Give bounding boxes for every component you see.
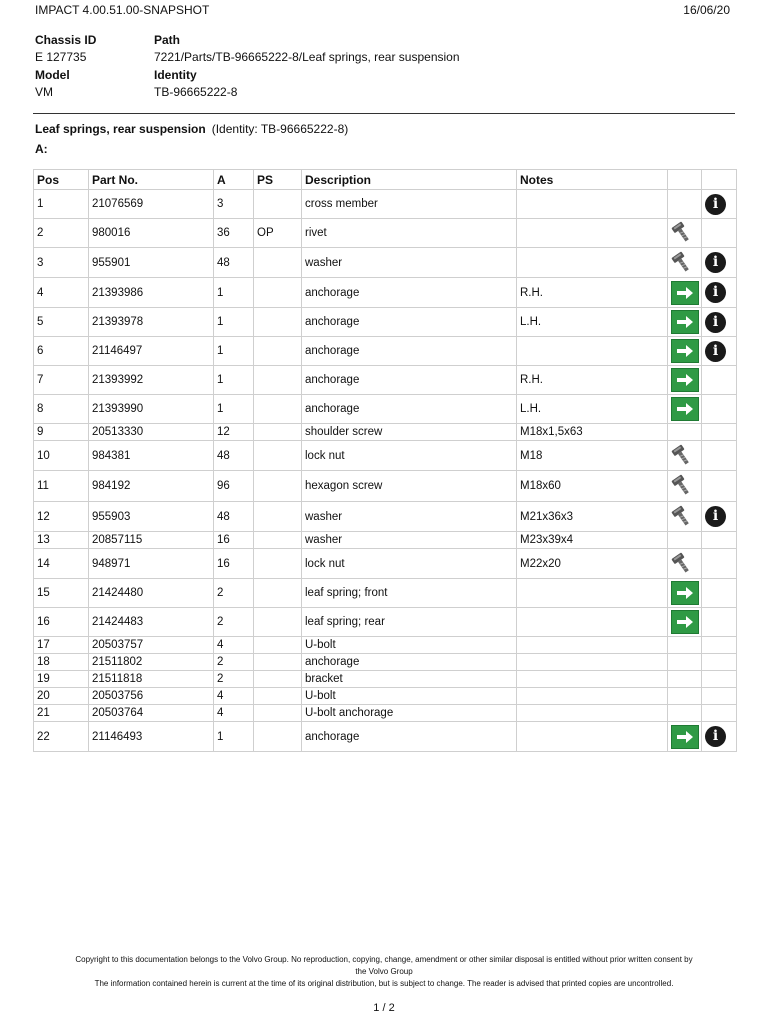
cell-ps bbox=[254, 308, 302, 337]
cell-info bbox=[702, 705, 737, 722]
col-pos: Pos bbox=[34, 170, 89, 190]
bolt-icon[interactable] bbox=[671, 552, 693, 576]
col-part-no: Part No. bbox=[89, 170, 214, 190]
table-row bbox=[34, 308, 737, 337]
cell-info bbox=[702, 366, 737, 395]
cell-part-no: 984381 bbox=[89, 441, 214, 471]
table-row bbox=[34, 637, 737, 654]
cell-a: 4 bbox=[214, 688, 254, 705]
cell-a: 48 bbox=[214, 441, 254, 471]
table-row bbox=[34, 424, 737, 441]
cell-info bbox=[702, 471, 737, 502]
table-row bbox=[34, 608, 737, 637]
cell-part-no: 21393992 bbox=[89, 366, 214, 395]
cell-description: leaf spring; front bbox=[302, 579, 517, 608]
bolt-icon[interactable] bbox=[671, 444, 693, 468]
cell-pos: 11 bbox=[34, 471, 89, 502]
cell-description: washer bbox=[302, 532, 517, 549]
cell-part-no: 21146493 bbox=[89, 722, 214, 752]
cell-ps bbox=[254, 688, 302, 705]
cell-notes: M22x20 bbox=[517, 549, 668, 579]
table-row bbox=[34, 337, 737, 366]
cell-ps bbox=[254, 705, 302, 722]
cell-ps bbox=[254, 532, 302, 549]
cell-info bbox=[702, 248, 737, 278]
cell-description: anchorage bbox=[302, 654, 517, 671]
table-row bbox=[34, 654, 737, 671]
cell-pos: 6 bbox=[34, 337, 89, 366]
cell-a: 2 bbox=[214, 579, 254, 608]
cell-ps bbox=[254, 366, 302, 395]
cell-notes: M23x39x4 bbox=[517, 532, 668, 549]
cell-pos: 19 bbox=[34, 671, 89, 688]
cell-info bbox=[702, 337, 737, 366]
cell-a: 2 bbox=[214, 608, 254, 637]
table-row bbox=[34, 549, 737, 579]
cell-part-no: 21424483 bbox=[89, 608, 214, 637]
section-identity: (Identity: TB-96665222-8) bbox=[211, 122, 349, 136]
section-title: Leaf springs, rear suspension bbox=[35, 122, 206, 136]
cell-action bbox=[668, 366, 702, 395]
arrow-right-icon[interactable] bbox=[671, 339, 699, 363]
cell-info bbox=[702, 722, 737, 752]
cell-pos: 4 bbox=[34, 278, 89, 308]
cell-a: 1 bbox=[214, 366, 254, 395]
cell-action bbox=[668, 608, 702, 637]
cell-notes: M18 bbox=[517, 441, 668, 471]
bolt-icon[interactable] bbox=[671, 474, 693, 498]
cell-part-no: 21393986 bbox=[89, 278, 214, 308]
cell-ps bbox=[254, 722, 302, 752]
table-row bbox=[34, 441, 737, 471]
cell-description: shoulder screw bbox=[302, 424, 517, 441]
table-row bbox=[34, 671, 737, 688]
cell-ps bbox=[254, 671, 302, 688]
table-row bbox=[34, 219, 737, 248]
cell-description: anchorage bbox=[302, 366, 517, 395]
cell-a: 48 bbox=[214, 248, 254, 278]
cell-part-no: 984192 bbox=[89, 471, 214, 502]
cell-pos: 16 bbox=[34, 608, 89, 637]
cell-pos: 7 bbox=[34, 366, 89, 395]
cell-info bbox=[702, 308, 737, 337]
cell-notes: R.H. bbox=[517, 366, 668, 395]
cell-action bbox=[668, 278, 702, 308]
cell-info bbox=[702, 441, 737, 471]
cell-action bbox=[668, 424, 702, 441]
cell-description: hexagon screw bbox=[302, 471, 517, 502]
cell-part-no: 21511818 bbox=[89, 671, 214, 688]
cell-action bbox=[668, 337, 702, 366]
cell-notes bbox=[517, 248, 668, 278]
bolt-icon[interactable] bbox=[671, 251, 693, 275]
parts-table bbox=[33, 169, 737, 752]
cell-description: leaf spring; rear bbox=[302, 608, 517, 637]
cell-notes bbox=[517, 654, 668, 671]
cell-a: 16 bbox=[214, 549, 254, 579]
path-value: 7221/Parts/TB-96665222-8/Leaf springs, rear suspension bbox=[154, 50, 460, 64]
cell-action bbox=[668, 219, 702, 248]
cell-action bbox=[668, 308, 702, 337]
cell-info bbox=[702, 219, 737, 248]
cell-ps: OP bbox=[254, 219, 302, 248]
identity-value: TB-96665222-8 bbox=[154, 85, 238, 99]
header-divider bbox=[33, 113, 735, 114]
col-a: A bbox=[214, 170, 254, 190]
cell-part-no: 955901 bbox=[89, 248, 214, 278]
table-row bbox=[34, 722, 737, 752]
cell-pos: 14 bbox=[34, 549, 89, 579]
cell-info bbox=[702, 671, 737, 688]
cell-pos: 8 bbox=[34, 395, 89, 424]
cell-notes bbox=[517, 705, 668, 722]
cell-a: 16 bbox=[214, 532, 254, 549]
cell-action bbox=[668, 579, 702, 608]
cell-notes: R.H. bbox=[517, 278, 668, 308]
cell-notes: M18x60 bbox=[517, 471, 668, 502]
info-icon[interactable]: i bbox=[705, 341, 726, 362]
cell-notes bbox=[517, 671, 668, 688]
cell-description: anchorage bbox=[302, 278, 517, 308]
table-row bbox=[34, 366, 737, 395]
cell-description: bracket bbox=[302, 671, 517, 688]
cell-a: 36 bbox=[214, 219, 254, 248]
cell-info bbox=[702, 395, 737, 424]
cell-ps bbox=[254, 637, 302, 654]
cell-notes bbox=[517, 608, 668, 637]
col-ps: PS bbox=[254, 170, 302, 190]
cell-a: 1 bbox=[214, 337, 254, 366]
col-description: Description bbox=[302, 170, 517, 190]
cell-description: U-bolt bbox=[302, 688, 517, 705]
cell-part-no: 21393978 bbox=[89, 308, 214, 337]
cell-action bbox=[668, 532, 702, 549]
print-date: 16/06/20 bbox=[683, 3, 730, 17]
cell-notes bbox=[517, 579, 668, 608]
page-number: 1 / 2 bbox=[373, 1002, 395, 1014]
cell-description: anchorage bbox=[302, 337, 517, 366]
cell-info bbox=[702, 532, 737, 549]
info-icon[interactable]: i bbox=[705, 252, 726, 273]
cell-description: washer bbox=[302, 502, 517, 532]
section-heading bbox=[35, 122, 348, 136]
cell-part-no: 21511802 bbox=[89, 654, 214, 671]
table-row bbox=[34, 579, 737, 608]
cell-part-no: 955903 bbox=[89, 502, 214, 532]
cell-a: 1 bbox=[214, 395, 254, 424]
model-label: Model bbox=[35, 68, 70, 82]
cell-pos: 17 bbox=[34, 637, 89, 654]
cell-description: washer bbox=[302, 248, 517, 278]
cell-a: 4 bbox=[214, 637, 254, 654]
cell-info bbox=[702, 608, 737, 637]
cell-description: U-bolt bbox=[302, 637, 517, 654]
arrow-right-icon[interactable] bbox=[671, 310, 699, 334]
cell-info bbox=[702, 278, 737, 308]
cell-info bbox=[702, 579, 737, 608]
chassis-id-value: E 127735 bbox=[35, 50, 87, 64]
path-label: Path bbox=[154, 33, 181, 47]
cell-ps bbox=[254, 608, 302, 637]
cell-notes bbox=[517, 637, 668, 654]
section-a-label: A: bbox=[35, 142, 48, 156]
info-icon[interactable]: i bbox=[705, 282, 726, 303]
model-value: VM bbox=[35, 85, 53, 99]
cell-part-no: 948971 bbox=[89, 549, 214, 579]
info-icon[interactable]: i bbox=[705, 506, 726, 527]
app-version-title: IMPACT 4.00.51.00-SNAPSHOT bbox=[35, 3, 210, 17]
cell-action bbox=[668, 549, 702, 579]
cell-ps bbox=[254, 471, 302, 502]
cell-notes: L.H. bbox=[517, 308, 668, 337]
bolt-icon[interactable] bbox=[671, 221, 693, 245]
cell-part-no: 20503756 bbox=[89, 688, 214, 705]
cell-ps bbox=[254, 337, 302, 366]
cell-pos: 20 bbox=[34, 688, 89, 705]
cell-part-no: 21393990 bbox=[89, 395, 214, 424]
cell-action bbox=[668, 502, 702, 532]
cell-ps bbox=[254, 502, 302, 532]
bolt-icon[interactable] bbox=[671, 505, 693, 529]
cell-a: 96 bbox=[214, 471, 254, 502]
cell-description: U-bolt anchorage bbox=[302, 705, 517, 722]
table-row bbox=[34, 502, 737, 532]
cell-ps bbox=[254, 395, 302, 424]
cell-info bbox=[702, 424, 737, 441]
cell-pos: 9 bbox=[34, 424, 89, 441]
cell-info bbox=[702, 637, 737, 654]
footer-copyright bbox=[20, 954, 748, 990]
cell-part-no: 20503764 bbox=[89, 705, 214, 722]
cell-notes bbox=[517, 219, 668, 248]
cell-notes: M18x1,5x63 bbox=[517, 424, 668, 441]
cell-part-no: 21146497 bbox=[89, 337, 214, 366]
cell-notes: M21x36x3 bbox=[517, 502, 668, 532]
cell-pos: 21 bbox=[34, 705, 89, 722]
cell-description: anchorage bbox=[302, 308, 517, 337]
cell-action bbox=[668, 637, 702, 654]
arrow-right-icon[interactable] bbox=[671, 281, 699, 305]
cell-pos: 15 bbox=[34, 579, 89, 608]
cell-ps bbox=[254, 549, 302, 579]
cell-ps bbox=[254, 579, 302, 608]
identity-label: Identity bbox=[154, 68, 197, 82]
table-row bbox=[34, 395, 737, 424]
cell-a: 2 bbox=[214, 654, 254, 671]
cell-action bbox=[668, 688, 702, 705]
cell-pos: 10 bbox=[34, 441, 89, 471]
cell-info bbox=[702, 688, 737, 705]
cell-a: 1 bbox=[214, 278, 254, 308]
cell-a: 4 bbox=[214, 705, 254, 722]
cell-action bbox=[668, 395, 702, 424]
col-info bbox=[702, 170, 737, 190]
cell-action bbox=[668, 248, 702, 278]
cell-ps bbox=[254, 278, 302, 308]
cell-a: 1 bbox=[214, 308, 254, 337]
cell-description: anchorage bbox=[302, 395, 517, 424]
cell-notes bbox=[517, 337, 668, 366]
cell-info bbox=[702, 654, 737, 671]
cell-notes: L.H. bbox=[517, 395, 668, 424]
arrow-right-icon[interactable] bbox=[671, 397, 699, 421]
info-icon[interactable]: i bbox=[705, 726, 726, 747]
cell-ps bbox=[254, 654, 302, 671]
cell-pos: 12 bbox=[34, 502, 89, 532]
arrow-right-icon[interactable] bbox=[671, 725, 699, 749]
col-notes: Notes bbox=[517, 170, 668, 190]
cell-action bbox=[668, 671, 702, 688]
table-row bbox=[34, 705, 737, 722]
table-row bbox=[34, 278, 737, 308]
cell-a: 48 bbox=[214, 502, 254, 532]
footer-line-1: Copyright to this documentation belongs to the Volvo Group. No reproduction, copying, change, amendment or other similar disposal is entitled without prior written consent by bbox=[75, 955, 693, 964]
cell-notes bbox=[517, 722, 668, 752]
table-row bbox=[34, 248, 737, 278]
table-row bbox=[34, 471, 737, 502]
info-icon[interactable]: i bbox=[705, 312, 726, 333]
table-row bbox=[34, 688, 737, 705]
cell-part-no: 21076569 bbox=[89, 190, 214, 219]
cell-ps bbox=[254, 190, 302, 219]
cell-info bbox=[702, 502, 737, 532]
cell-action bbox=[668, 441, 702, 471]
cell-action bbox=[668, 722, 702, 752]
cell-description: rivet bbox=[302, 219, 517, 248]
cell-action bbox=[668, 705, 702, 722]
cell-a: 2 bbox=[214, 671, 254, 688]
footer-line-3: The information contained herein is current at the time of its original distribution, but is subject to change. The reader is advised that printed copies are uncontrolled. bbox=[94, 979, 674, 988]
table-row bbox=[34, 190, 737, 219]
cell-notes bbox=[517, 190, 668, 219]
cell-part-no: 20857115 bbox=[89, 532, 214, 549]
cell-description: lock nut bbox=[302, 441, 517, 471]
cell-info bbox=[702, 549, 737, 579]
info-icon[interactable]: i bbox=[705, 194, 726, 215]
chassis-id-label: Chassis ID bbox=[35, 33, 97, 47]
cell-part-no: 21424480 bbox=[89, 579, 214, 608]
cell-action bbox=[668, 471, 702, 502]
cell-a: 3 bbox=[214, 190, 254, 219]
col-action bbox=[668, 170, 702, 190]
cell-pos: 3 bbox=[34, 248, 89, 278]
cell-a: 12 bbox=[214, 424, 254, 441]
cell-part-no: 980016 bbox=[89, 219, 214, 248]
cell-pos: 18 bbox=[34, 654, 89, 671]
cell-pos: 1 bbox=[34, 190, 89, 219]
cell-part-no: 20503757 bbox=[89, 637, 214, 654]
table-header-row bbox=[34, 170, 737, 190]
cell-description: anchorage bbox=[302, 722, 517, 752]
cell-ps bbox=[254, 441, 302, 471]
cell-a: 1 bbox=[214, 722, 254, 752]
arrow-right-icon[interactable] bbox=[671, 581, 699, 605]
table-row bbox=[34, 532, 737, 549]
footer-line-2: the Volvo Group bbox=[355, 967, 413, 976]
cell-description: lock nut bbox=[302, 549, 517, 579]
cell-pos: 2 bbox=[34, 219, 89, 248]
cell-ps bbox=[254, 248, 302, 278]
cell-action bbox=[668, 190, 702, 219]
cell-pos: 22 bbox=[34, 722, 89, 752]
cell-notes bbox=[517, 688, 668, 705]
cell-info bbox=[702, 190, 737, 219]
cell-description: cross member bbox=[302, 190, 517, 219]
arrow-right-icon[interactable] bbox=[671, 610, 699, 634]
cell-action bbox=[668, 654, 702, 671]
cell-ps bbox=[254, 424, 302, 441]
cell-pos: 5 bbox=[34, 308, 89, 337]
cell-pos: 13 bbox=[34, 532, 89, 549]
cell-part-no: 20513330 bbox=[89, 424, 214, 441]
arrow-right-icon[interactable] bbox=[671, 368, 699, 392]
